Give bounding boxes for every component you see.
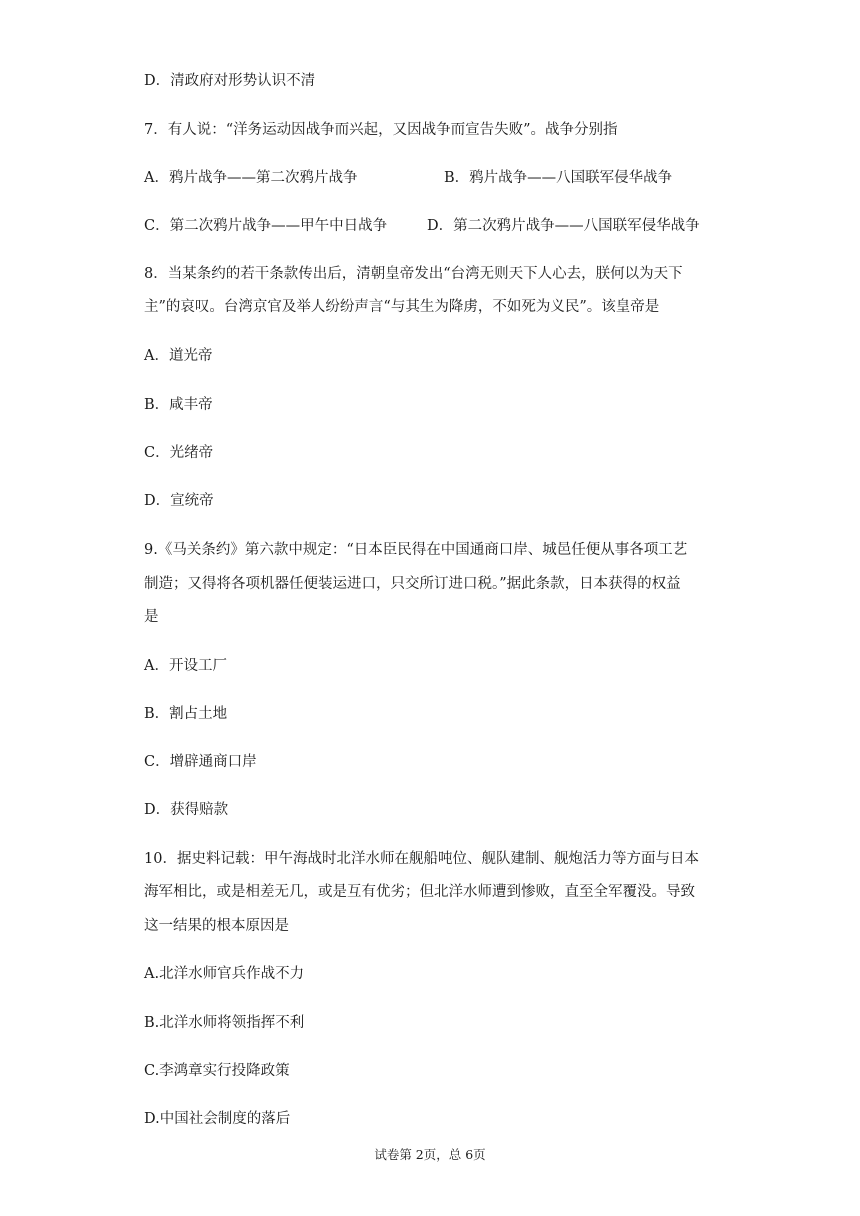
q7-option-b: B．鸦片战争——八国联军侵华战争 (444, 170, 673, 186)
q9-option-a: A．开设工厂 (144, 658, 227, 674)
q9-option-c: C．增辟通商口岸 (144, 754, 257, 770)
q10-option-a: A.北洋水师官兵作战不力 (144, 966, 305, 982)
q7-option-d: D．第二次鸦片战争——八国联军侵华战争 (427, 218, 700, 234)
q10-stem-line-1: 10．据史料记载：甲午海战时北洋水师在舰船吨位、舰队建制、舰炮活力等方面与日本 (144, 851, 699, 867)
q9-stem-line-2: 制造；又得将各项机器任便装运进口，只交所订进口税。”据此条款，日本获得的权益 (144, 576, 681, 592)
q10-option-c: C.李鸿章实行投降政策 (144, 1063, 290, 1079)
q8-option-c: C．光绪帝 (144, 445, 214, 461)
q9-stem-line-3: 是 (144, 609, 159, 625)
q7-stem: 7．有人说：“洋务运动因战争而兴起，又因战争而宣告失败”。战争分别指 (144, 122, 618, 138)
q8-option-d: D．宣统帝 (144, 493, 214, 509)
q7-option-c: C．第二次鸦片战争——甲午中日战争 (144, 218, 388, 234)
q8-stem-line-1: 8．当某条约的若干条款传出后，清朝皇帝发出“台湾无则天下人心去，朕何以为天下 (144, 266, 683, 282)
q10-stem-line-3: 这一结果的根本原因是 (144, 918, 289, 934)
q7-option-a: A．鸦片战争——第二次鸦片战争 (144, 170, 358, 186)
page-footer: 试卷第 2页，总 6页 (374, 1147, 486, 1162)
q9-option-b: B．割占土地 (144, 706, 228, 722)
q8-option-b: B．咸丰帝 (144, 397, 213, 413)
q8-option-a: A．道光帝 (144, 348, 213, 364)
q6-option-d: D．清政府对形势认识不清 (144, 73, 316, 89)
q8-stem-line-2: 主”的哀叹。台湾京官及举人纷纷声言“与其生为降虏，不如死为义民”。该皇帝是 (144, 299, 660, 315)
q9-stem-line-1: 9.《马关条约》第六款中规定：“日本臣民得在中国通商口岸、城邑任便从事各项工艺 (144, 542, 688, 558)
q9-option-d: D．获得赔款 (144, 802, 229, 818)
q10-stem-line-2: 海军相比，或是相差无几，或是互有优劣；但北洋水师遭到惨败，直至全军覆没。导致 (144, 884, 695, 900)
q10-option-b: B.北洋水师将领指挥不利 (144, 1015, 305, 1031)
q10-option-d: D.中国社会制度的落后 (144, 1111, 291, 1127)
